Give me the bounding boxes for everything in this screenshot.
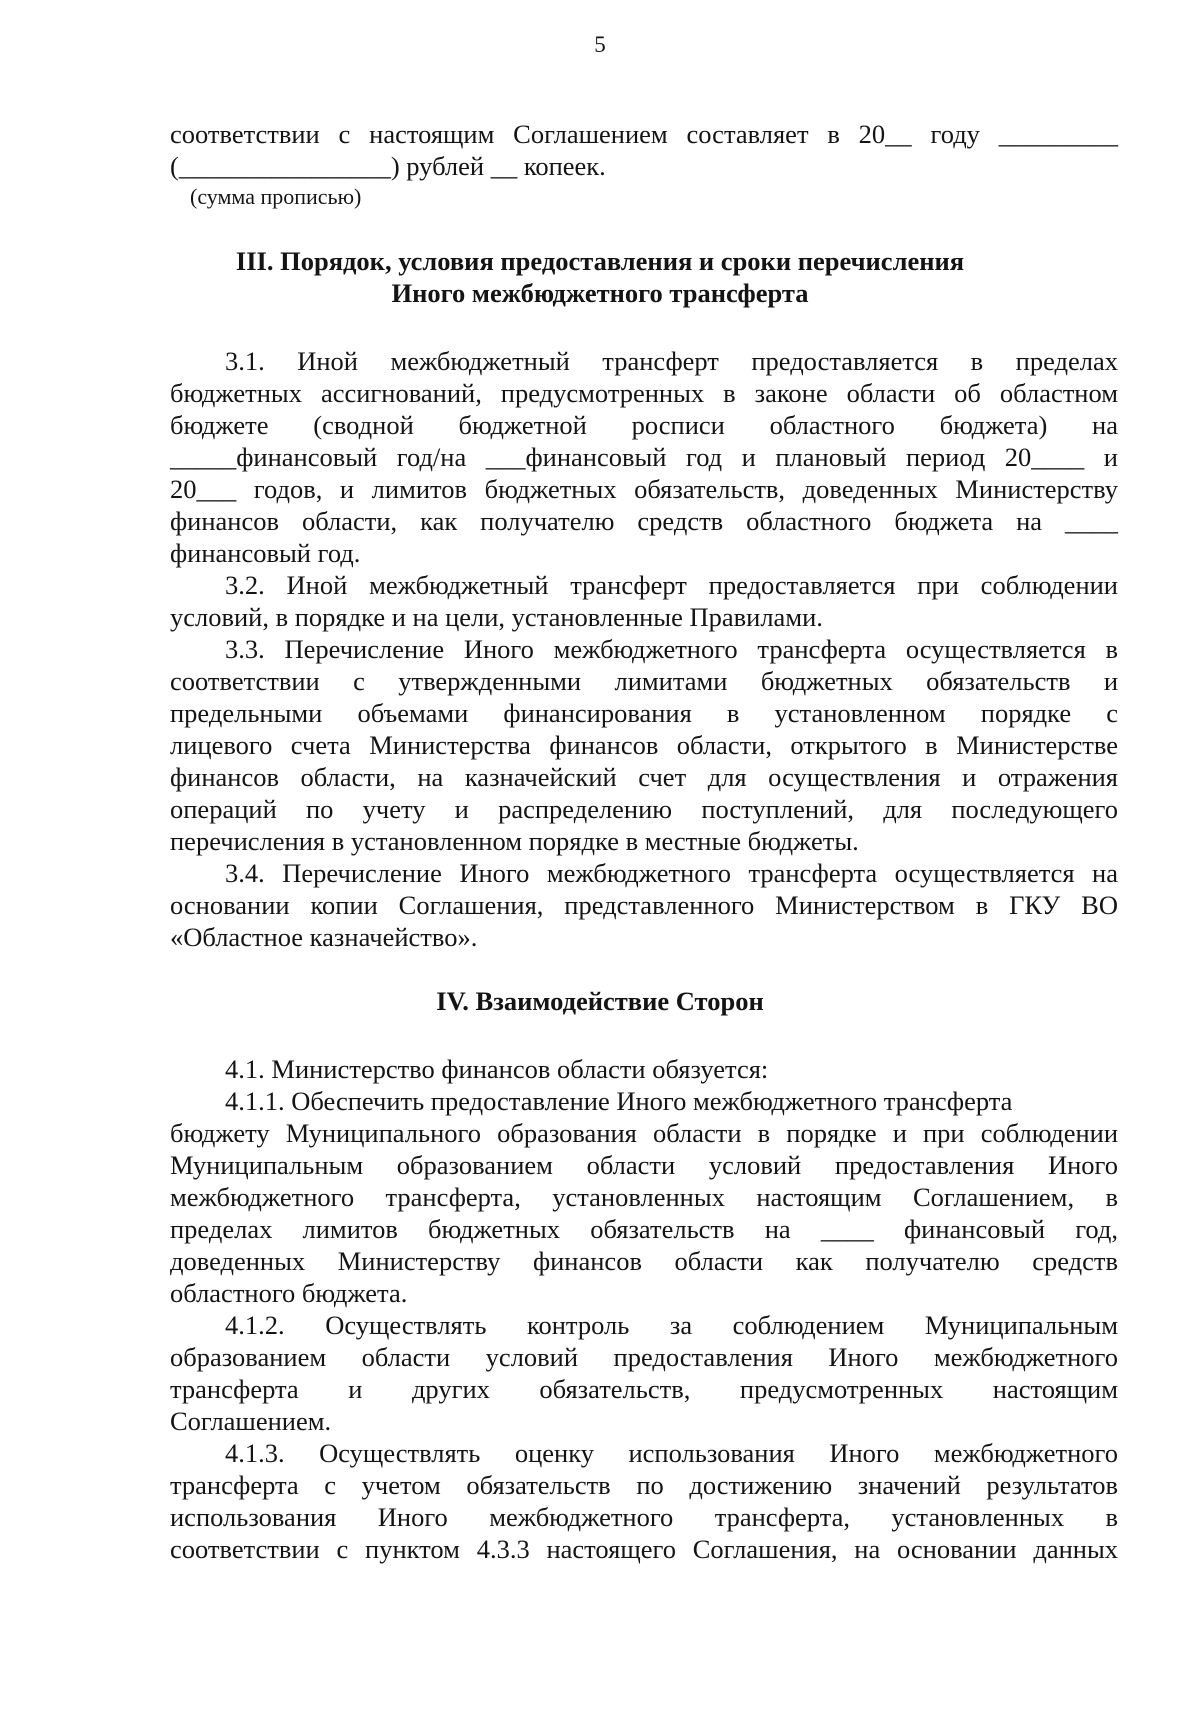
text-line: межбюджетного трансферта, установленных настоящим Соглашением, в [170, 1182, 1118, 1212]
text-line: бюджету Муниципального образования области в порядке и при соблюдении [170, 1118, 1118, 1148]
text-line: 4.1.1. Обеспечить предоставление Иного межбюджетного трансферта [225, 1086, 1013, 1116]
text-line: областного бюджета. [170, 1278, 408, 1308]
text-line: лицевого счета Министерства финансов области, открытого в Министерстве [170, 730, 1118, 760]
text-line: соответствии с пунктом 4.3.3 настоящего Соглашения, на основании данных [170, 1534, 1118, 1564]
text-line: перечисления в установленном порядке в местные бюджеты. [170, 826, 859, 856]
text-line: Соглашением. [170, 1406, 332, 1436]
text-line: трансферта с учетом обязательств по достижению значений результатов [170, 1470, 1118, 1500]
text-line: операций по учету и распределению поступлений, для последующего [170, 794, 1118, 824]
text-line: использования Иного межбюджетного трансферта, установленных в [170, 1502, 1118, 1532]
text-line: (________________) рублей __ копеек. [170, 151, 606, 181]
text-line: предельными объемами финансирования в установленном порядке с [170, 698, 1118, 728]
text-line: (сумма прописью) [190, 184, 362, 209]
text-line: «Областное казначейство». [170, 922, 478, 952]
text-line: трансферта и других обязательств, предусмотренных настоящим [170, 1374, 1118, 1404]
text-line: Муниципальным образованием области условий предоставления Иного [170, 1150, 1118, 1180]
text-line: 3.1. Иной межбюджетный трансферт предоставляется в пределах [225, 346, 1118, 376]
text-line: 4.1. Министерство финансов области обязуется: [225, 1054, 769, 1084]
text-line: финансовый год. [170, 538, 361, 568]
text-line: 3.2. Иной межбюджетный трансферт предоставляется при соблюдении [225, 570, 1118, 600]
text-line: бюджете (сводной бюджетной росписи областного бюджета) на [170, 410, 1118, 440]
text-line: основании копии Соглашения, представленного Министерством в ГКУ ВО [170, 890, 1118, 920]
text-line: пределах лимитов бюджетных обязательств на ____ финансовый год, [170, 1214, 1118, 1244]
section-heading-line: Иного межбюджетного трансферта [391, 278, 809, 308]
text-line: финансов области, как получателю средств областного бюджета на ____ [170, 506, 1118, 536]
text-line: 3.4. Перечисление Иного межбюджетного трансферта осуществляется на [225, 858, 1118, 888]
section-heading-line: III. Порядок, условия предоставления и сроки перечисления [235, 246, 965, 276]
text-line: соответствии с утвержденными лимитами бюджетных обязательств и [170, 666, 1118, 696]
text-line: доведенных Министерству финансов области как получателю средств [170, 1246, 1118, 1276]
text-line: 4.1.3. Осуществлять оценку использования Иного межбюджетного [225, 1438, 1118, 1468]
text-line: образованием области условий предоставления Иного межбюджетного [170, 1342, 1118, 1372]
page-number: 5 [594, 32, 606, 57]
text-line: бюджетных ассигнований, предусмотренных в законе области об областном [170, 378, 1118, 408]
section-heading-line: IV. Взаимодействие Сторон [436, 986, 764, 1016]
text-line: _____финансовый год/на ___финансовый год и плановый период 20____ и [170, 442, 1118, 472]
text-line: финансов области, на казначейский счет для осуществления и отражения [170, 762, 1118, 792]
text-line: 3.3. Перечисление Иного межбюджетного трансферта осуществляется в [225, 634, 1118, 664]
text-line: 4.1.2. Осуществлять контроль за соблюдением Муниципальным [225, 1310, 1118, 1340]
text-line: условий, в порядке и на цели, установленные Правилами. [170, 602, 823, 632]
text-line: 20___ годов, и лимитов бюджетных обязательств, доведенных Министерству [170, 474, 1118, 504]
text-line: соответствии с настоящим Соглашением составляет в 20__ году _________ [170, 119, 1118, 149]
